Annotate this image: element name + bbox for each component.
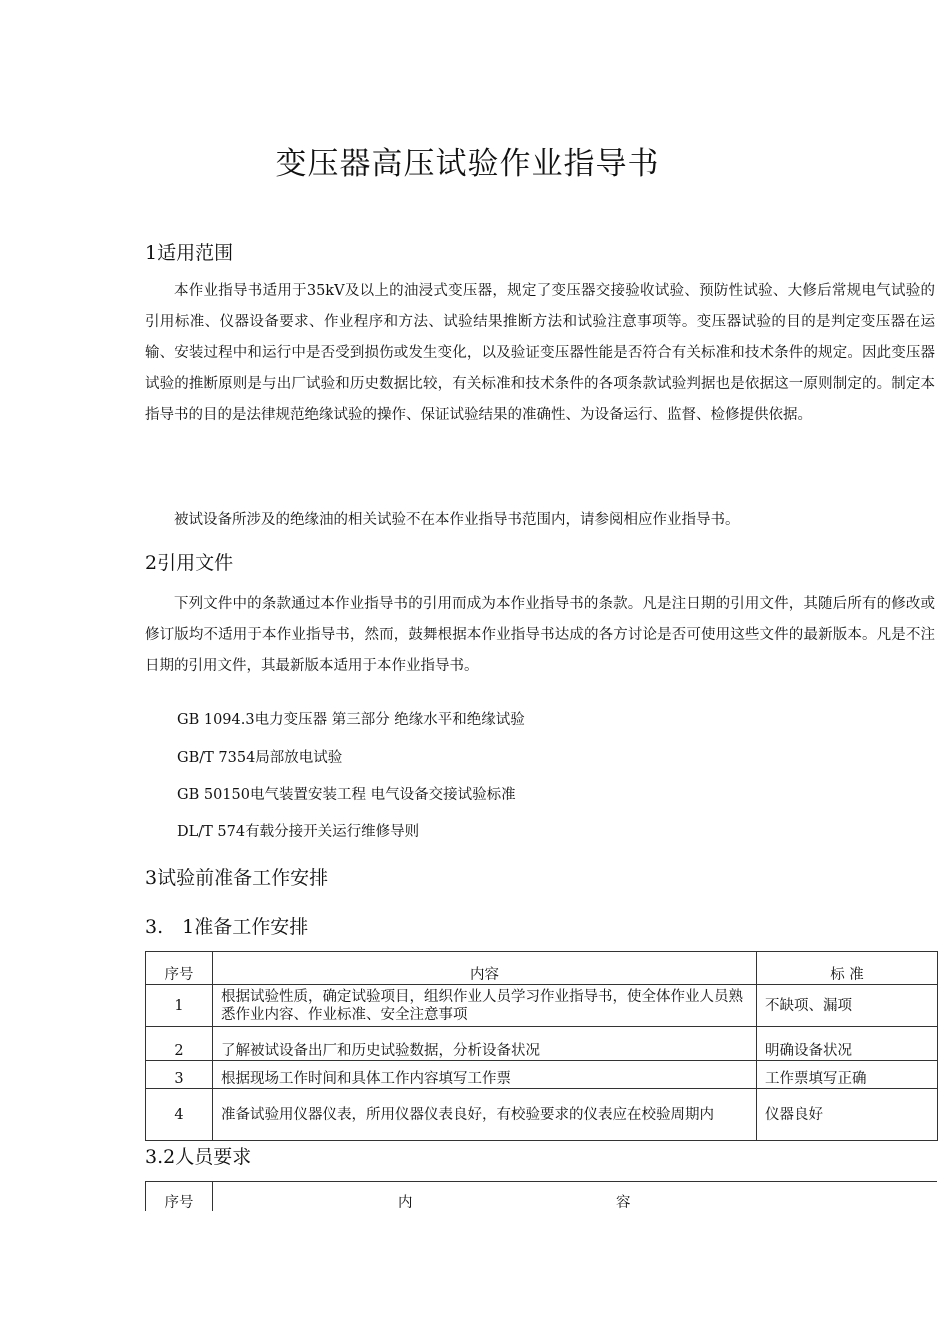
cell-content: 准备试验用仪器仪表，所用仪器仪表良好，有校验要求的仪表应在校验周期内 [213,1089,757,1141]
header-index: 序号 [146,1182,213,1212]
cell-index: 1 [146,985,213,1027]
header-index: 序号 [146,952,213,985]
table-header-row [146,1182,938,1212]
table-header-row [146,952,938,985]
cell-standard: 明确设备状况 [757,1027,938,1061]
cell-standard: 不缺项、漏项 [757,985,938,1027]
header-standard: 标 准 [757,952,938,985]
preparation-table [145,951,938,1141]
reference-item: DL/T 574有载分接开关运行维修导则 [177,824,420,840]
table-row [146,985,938,1027]
section-2-paragraph: 下列文件中的条款通过本作业指导书的引用而成为本作业指导书的条款。凡是注日期的引用文件，其随后所有的修改或修订版均不适用于本作业指导书，然而，鼓舞根据本作业指导书达成的各方讨论是否可使用这些文件的最新版本。凡是不注日期的引用文件，其最新版本适用于本作业指导书。 [145,596,935,674]
reference-item: GB 1094.3电力变压器 第三部分 绝缘水平和绝缘试验 [177,712,525,728]
cell-index: 3 [146,1061,213,1089]
reference-item: GB/T 7354局部放电试验 [177,750,343,766]
cell-standard: 仪器良好 [757,1089,938,1141]
section-3-1-heading: 3. 1准备工作安排 [145,916,309,938]
cell-index: 2 [146,1027,213,1061]
table-row [146,1089,938,1141]
section-3-2-heading: 3.2人员要求 [145,1146,252,1168]
cell-standard: 工作票填写正确 [757,1061,938,1089]
header-content-part-1: 内 [398,1195,413,1211]
section-1-paragraph-1: 本作业指导书适用于35kV及以上的油浸式变压器，规定了变压器交接验收试验、预防性试验、大修后常规电气试验的引用标准、仪器设备要求、作业程序和方法、试验结果推断方法和试验注意事项等。变压器试验的目的是判定变压器在运输、安装过程中和运行中是否受到损伤或发生变化，以及验证变压器性能是否符合有关标准和技术条件的规定。因此变压器试验的推断原则是与出厂试验和历史数据比较，有关标准和技术条件的各项条款试验判据也是依据这一原则制定的。制定本指导书的目的是法律规范绝缘试验的操作、保证试验结果的准确性、为设备运行、监督、检修提供依据。 [145,283,935,423]
header-content-part-2: 容 [616,1195,631,1211]
header-content [213,1182,938,1212]
cell-content: 根据试验性质，确定试验项目，组织作业人员学习作业指导书，使全体作业人员熟悉作业内容、作业标准、安全注意事项 [213,985,757,1027]
section-2-heading: 2引用文件 [145,552,234,574]
table-row [146,1061,938,1089]
section-1-heading: 1适用范围 [145,242,234,264]
personnel-table-clip [145,1181,937,1211]
reference-item: GB 50150电气装置安装工程 电气设备交接试验标准 [177,787,516,803]
section-3-heading: 3试验前准备工作安排 [145,867,329,889]
table-row [146,1027,938,1061]
personnel-table [145,1181,937,1211]
document-title: 变压器高压试验作业指导书 [275,146,660,182]
cell-content: 根据现场工作时间和具体工作内容填写工作票 [213,1061,757,1089]
section-1-paragraph-2: 被试设备所涉及的绝缘油的相关试验不在本作业指导书范围内，请参阅相应作业指导书。 [174,512,740,528]
cell-index: 4 [146,1089,213,1141]
cell-content: 了解被试设备出厂和历史试验数据，分析设备状况 [213,1027,757,1061]
header-content: 内容 [213,952,757,985]
